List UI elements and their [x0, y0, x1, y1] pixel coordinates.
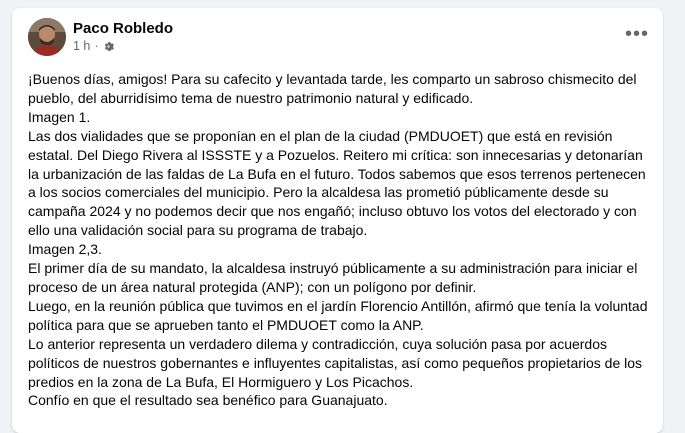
- post-paragraph: ¡Buenos días, amigos! Para su cafecito y levantada tarde, les comparto un sabroso chismecito del pueblo, del aburridísimo tema de nuestro patrimonio natural y edificado.: [28, 71, 637, 106]
- post-meta: [73, 39, 114, 53]
- post-card: [12, 8, 663, 433]
- post-paragraph: Imagen 1.: [28, 108, 91, 125]
- post-paragraph: Lo anterior representa un verdadero dilema y contradicción, cuya solución pasa por acuerdos políticos de nuestros gobernantes e influyentes capitalistas, así como pequeños propietarios de los predios en la zona de La Bufa, El Hormiguero y Los Picachos.: [28, 335, 643, 390]
- post-paragraph: Luego, en la reunión pública que tuvimos en el jardín Florencio Antillón, afirmó que tenía la voluntad política para que se aprueben tanto el PMDUOET como la ANP.: [28, 297, 648, 333]
- more-options-icon[interactable]: •••: [624, 22, 649, 45]
- gear-icon[interactable]: [103, 41, 114, 52]
- avatar-photo: [28, 18, 66, 56]
- meta-separator: ·: [94, 39, 99, 53]
- post-header: [12, 8, 663, 64]
- post-paragraph: Confío en que el resultado sea benéfico para Guanajuato.: [28, 392, 388, 409]
- post-body: [28, 70, 653, 410]
- post-paragraph: El primer día de su mandato, la alcaldesa instruyó públicamente a su administración para iniciar el proceso de un área natural protegida (ANP); con un polígono por definir.: [28, 260, 638, 295]
- avatar[interactable]: [28, 18, 66, 56]
- author-name[interactable]: Paco Robledo: [73, 20, 174, 37]
- post-timestamp[interactable]: 1 h: [73, 39, 91, 53]
- post-paragraph: Las dos vialidades que se proponían en el plan de la ciudad (PMDUOET) que está en revisión estatal. Del Diego Rivera al ISSSTE y a Pozuelos. Reitero mi crítica: son innecesarias y detonarían la urbanización de las faldas de La Bufa en el futuro. Todos sabemos que esos terrenos pertenecen a los socios comerciales del municipio. Pero la alcaldesa las prometió públicamente desde su campaña 2024 y no podemos decir que nos engañó; incluso obtuvo los votos del electorado y con ello una validación social para su programa de trabajo.: [28, 127, 646, 239]
- post-paragraph: Imagen 2,3.: [28, 241, 102, 258]
